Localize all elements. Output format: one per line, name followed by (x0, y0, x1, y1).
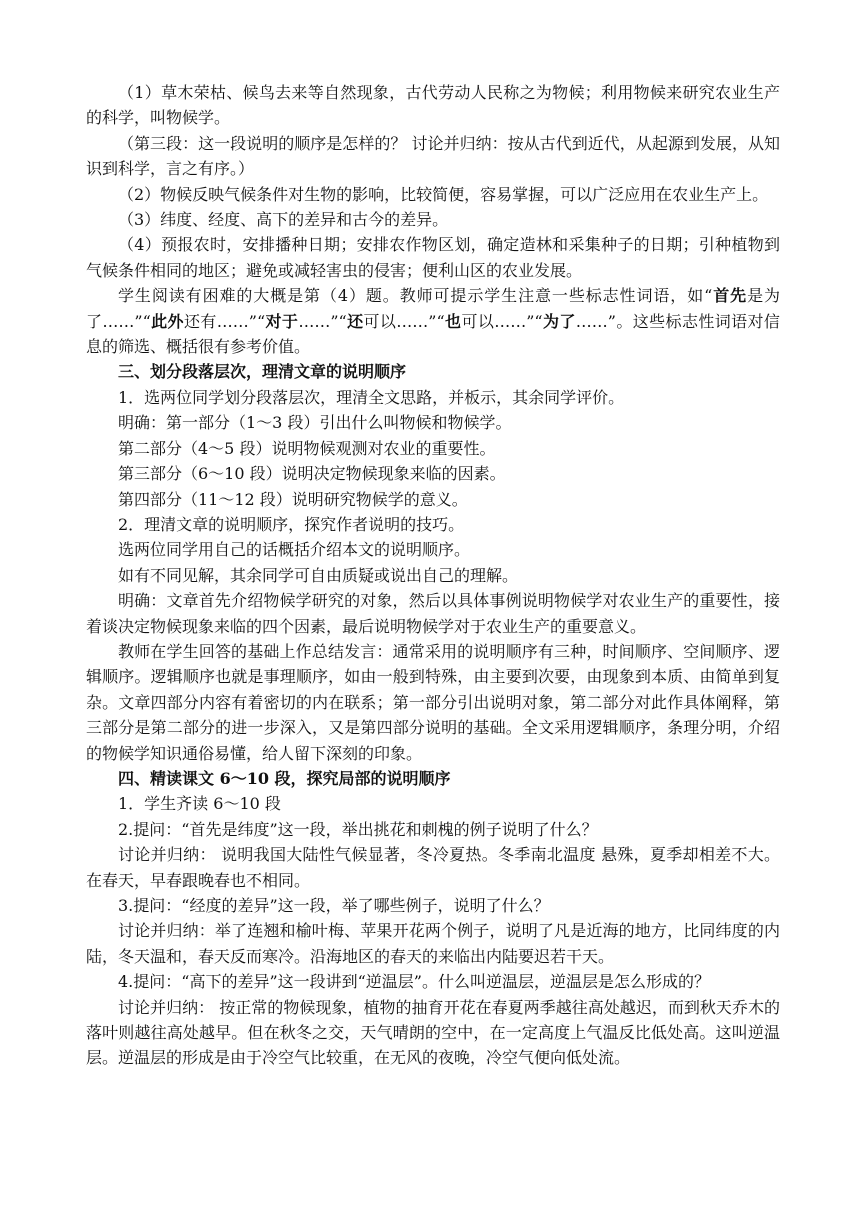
paragraph-note-third-section: （第三段：这一段说明的顺序是怎样的？ 讨论并归纳：按从古代到近代，从起源到发展，从知识到科学，言之有序。） (86, 133, 780, 179)
hint-text-1: 是为了……”“ (86, 286, 780, 331)
section-3-line: 第四部分（11～12 段）说明研究物候学的意义。 (118, 489, 468, 509)
hint-text-2: 还有……”“ (183, 311, 266, 331)
section-4-heading: 四、精读课文 6～10 段，探究局部的说明顺序 (118, 768, 451, 788)
paragraph-hint (86, 283, 780, 359)
section-3-line: 明确：文章首先介绍物候学研究的对象，然后以具体事例说明物候学对农业生产的重要性，接着谈决定物候现象来临的四个因素，最后说明物候学对于农业生产的重要意义。 (86, 591, 780, 636)
section-3-line: 如有不同见解，其余同学可自由质疑或说出自己的理解。 (118, 565, 519, 585)
keyword-weile: 为了 (542, 311, 576, 331)
section-4-answer: 讨论并归纳： 按正常的物候现象，植物的抽育开花在春夏两季越往高处越迟，而到秋天乔木的落叶则越往高处越早。但在秋冬之交，天气晴朗的空中，在一定高度上气温反比低处高。这叫逆温层。逆温层的形成是由于冷空气比较重，在无风的夜晚，冷空气便向低处流。 (86, 997, 780, 1068)
paragraph-answer-2: （2）物候反映气候条件对生物的影响，比较简便，容易掌握，可以广泛应用在农业生产上。 (118, 184, 769, 204)
keyword-hai: 还 (346, 311, 364, 331)
hint-lead: 学生阅读有困难的大概是第（4）题。教师可提示学生注意一些标志性词语，如“ (118, 286, 713, 306)
paragraph-answer-3: （3）纬度、经度、高下的差异和古今的差异。 (118, 210, 449, 230)
paragraph-answer-4: （4）预报农时，安排播种日期；安排农作物区划，确定造林和采集种子的日期；引种植物到气候条件相同的地区；避免或减轻害虫的侵害；便利山区的农业发展。 (86, 235, 780, 280)
hint-text-5: 可以……”“ (461, 311, 543, 331)
section-4-question: 4.提问：“高下的差异”这一段讲到“逆温层”。什么叫逆温层，逆温层是怎么形成的？ (118, 972, 710, 992)
section-4-question: 3.提问：“经度的差异”这一段，举了哪些例子，说明了什么？ (118, 896, 550, 915)
section-3-line: 第三部分（6～10 段）说明决定物候现象来临的因素。 (118, 464, 506, 484)
paragraph-answer-1: （1）草木荣枯、候鸟去来等自然现象，古代劳动人民称之为物候；利用物候来研究农业生产的科学，叫物候学。 (86, 83, 780, 128)
document-page (86, 80, 780, 1071)
keyword-shouxian: 首先 (712, 286, 748, 306)
section-3-line: 第二部分（4～5 段）说明物候观测对农业的重要性。 (118, 438, 496, 458)
section-3-line: 选两位同学用自己的话概括介绍本文的说明顺序。 (118, 540, 471, 560)
section-3-heading: 三、划分段落层次，理清文章的说明顺序 (118, 362, 407, 382)
section-4-question: 2.提问：“首先是纬度”这一段，举出挑花和刺槐的例子说明了什么？ (118, 819, 598, 839)
section-3-summary: 教师在学生回答的基础上作总结发言：通常采用的说明顺序有三种，时间顺序、空间顺序、逻辑顺序。逻辑顺序也就是事理顺序，如由一般到特殊，由主要到次要，由现象到本质、由简单到复杂。文章四部分内容有着密切的内在联系；第一部分引出说明对象，第二部分对此作具体阐释，第三部分是第二部分的进一步深入，又是第四部分说明的基础。全文采用逻辑顺序，条理分明，介绍的物候学知识通俗易懂，给人留下深刻的印象。 (86, 641, 780, 763)
keyword-ciwai: 此外 (150, 311, 184, 331)
keyword-duiyu: 对于 (265, 311, 299, 331)
section-3-line: 2．理清文章的说明顺序，探究作者说明的技巧。 (118, 514, 465, 534)
section-4-answer: 讨论并归纳：举了连翘和榆叶梅、苹果开花两个例子，说明了凡是近海的地方，比同纬度的内陆，冬天温和，春天反而寒冷。沿海地区的春天的来临出内陆要迟若干天。 (86, 921, 780, 966)
section-3-line: 1．选两位同学划分段落层次，理清全文思路，并板示，其余同学评价。 (118, 387, 625, 407)
section-4-answer: 讨论并归纳： 说明我国大陆性气候显著，冬冷夏热。冬季南北温度 悬殊，夏季却相差不大。在春天，早春跟晚春也不相同。 (86, 845, 780, 890)
section-3-line: 明确：第一部分（1～3 段）引出什么叫物候和物候学。 (118, 413, 512, 433)
section-4-line: 1．学生齐读 6～10 段 (118, 794, 281, 814)
hint-text-4: 可以……”“ (363, 311, 445, 331)
keyword-ye: 也 (444, 311, 462, 331)
hint-text-3: ……”“ (298, 311, 347, 331)
hint-text-6: ……”。这些标志性词语对信息的筛选、概括很有参考价值。 (86, 311, 780, 357)
